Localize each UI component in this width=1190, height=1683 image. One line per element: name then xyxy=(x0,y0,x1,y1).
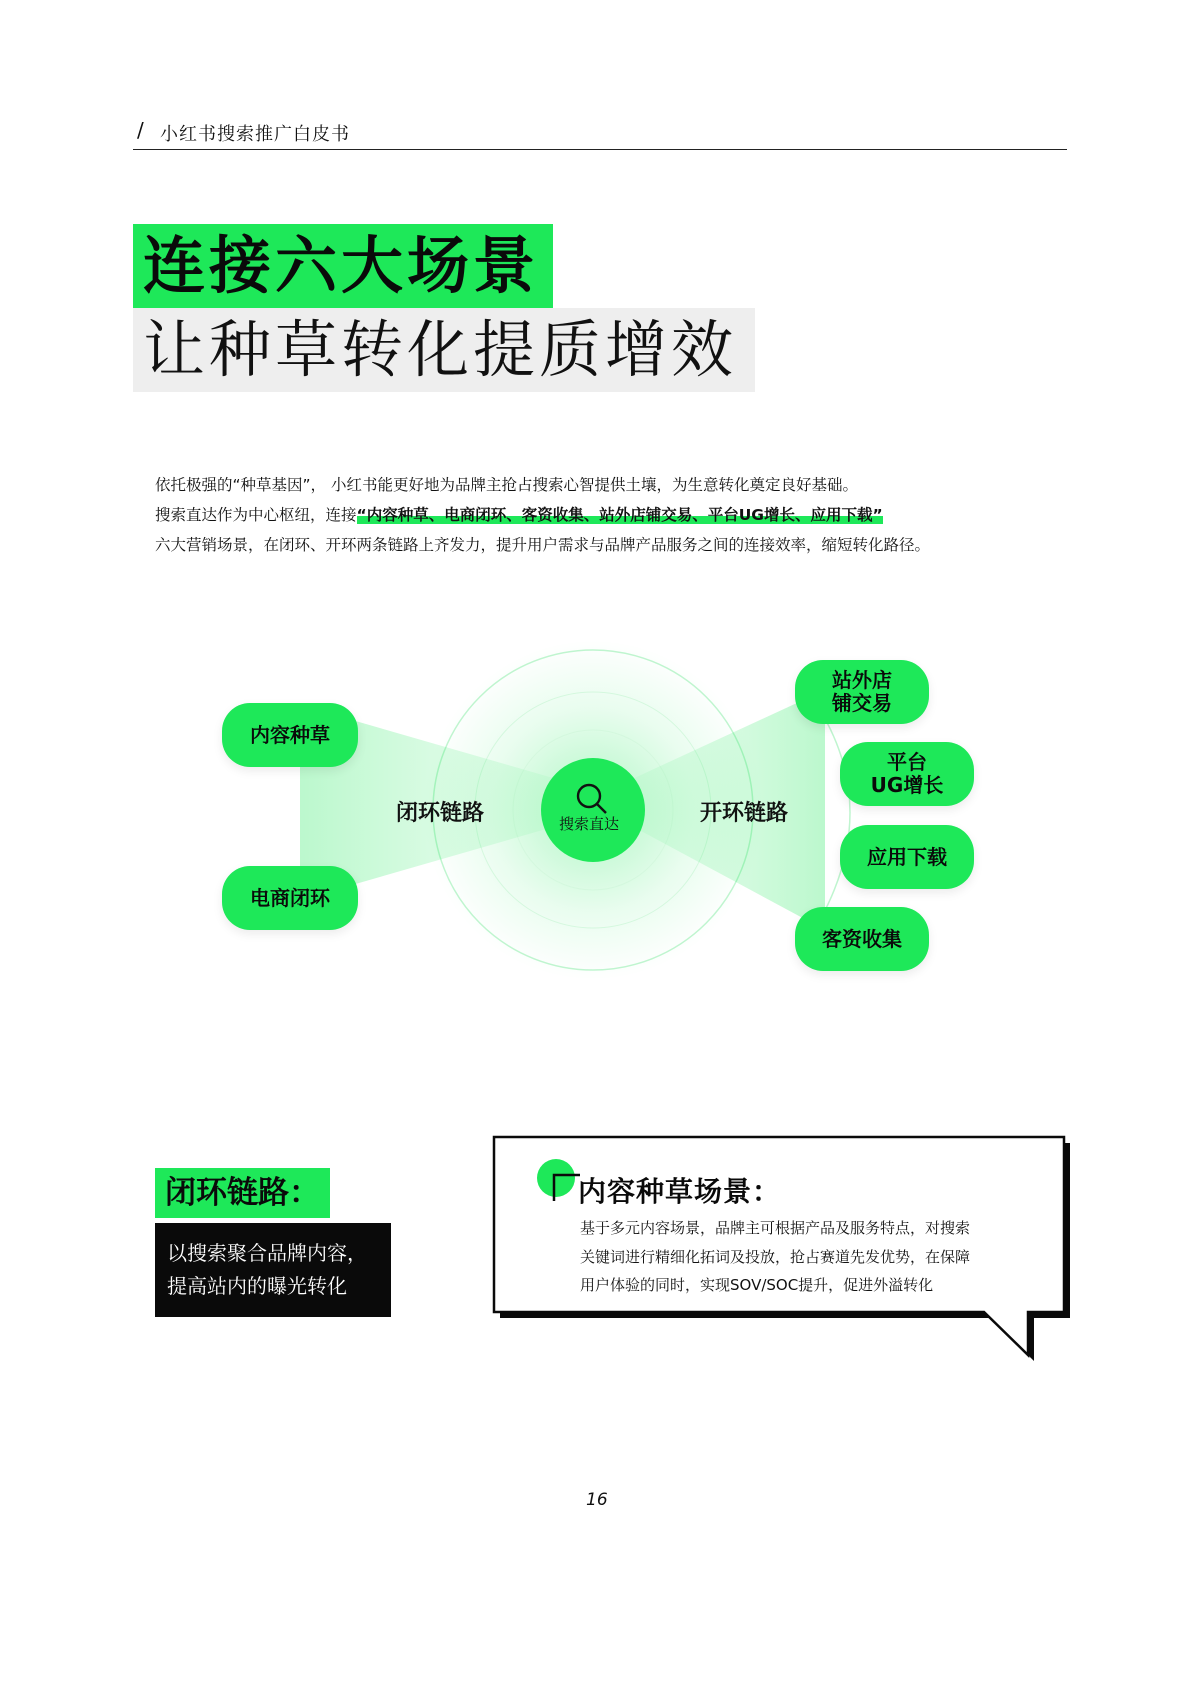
node-content-seeding[interactable] xyxy=(222,703,358,767)
diagram-graphics xyxy=(0,630,1190,990)
intro-line-1: 依托极强的“种草基因”， 小红书能更好地为品牌主抢占搜索心智提供土壤，为生意转化奠定良好基础。 xyxy=(155,476,858,494)
open-loop-label: 开环链路 xyxy=(700,801,789,826)
page-number: 16 xyxy=(586,1490,608,1510)
node-ecommerce-loop[interactable] xyxy=(222,866,358,930)
closed-loop-desc-line1: 以搜索聚合品牌内容， xyxy=(167,1241,367,1265)
scene-diagram xyxy=(0,630,1190,990)
node-offsite-store[interactable] xyxy=(795,660,929,724)
closed-loop-desc xyxy=(155,1223,391,1317)
intro-paragraph xyxy=(155,470,1055,560)
header-title: 小红书搜索推广白皮书 xyxy=(160,124,350,145)
node-platform-ug-line1: 平台 xyxy=(887,750,927,774)
bubble-accent-dot xyxy=(537,1159,575,1197)
node-ecommerce-loop-label: 电商闭环 xyxy=(250,885,330,910)
scene-line-1: 基于多元内容场景，品牌主可根据产品及服务特点，对搜索 xyxy=(580,1219,971,1237)
node-offsite-store-line1: 站外店 xyxy=(832,668,892,692)
node-platform-ug-line2: UG增长 xyxy=(870,773,944,797)
hub-circle[interactable] xyxy=(541,758,645,862)
node-lead-collection-label: 客资收集 xyxy=(822,926,902,951)
closed-loop-label: 闭环链路 xyxy=(396,801,485,826)
node-offsite-store-line2: 铺交易 xyxy=(832,691,892,715)
node-app-download[interactable] xyxy=(840,825,974,889)
closed-loop-desc-line2: 提高站内的曝光转化 xyxy=(167,1274,347,1298)
node-platform-ug[interactable] xyxy=(840,742,974,806)
intro-line-2-prefix: 搜索直达作为中心枢纽，连接 xyxy=(155,506,357,524)
intro-line-3: 六大营销场景，在闭环、开环两条链路上齐发力，提升用户需求与品牌产品服务之间的连接效率，缩短转化路径。 xyxy=(155,536,931,554)
page-title-line1: 连接六大场景 xyxy=(133,224,553,308)
intro-line-2 xyxy=(155,500,1055,530)
node-lead-collection[interactable] xyxy=(795,907,929,971)
header-divider xyxy=(133,149,1067,150)
node-app-download-label: 应用下载 xyxy=(867,844,947,869)
node-offsite-store-label xyxy=(832,669,892,715)
hub-label: 搜索直达 xyxy=(559,815,620,833)
scene-line-2: 关键词进行精细化拓词及投放，抢占赛道先发优势，在保障 xyxy=(580,1247,971,1266)
scene-line-3: 用户体验的同时，实现SOV/SOC提升，促进外溢转化 xyxy=(580,1276,934,1294)
closed-loop-title: 闭环链路： xyxy=(155,1168,330,1218)
page-title-line2: 让种草转化提质增效 xyxy=(133,308,755,392)
scene-description xyxy=(580,1214,1040,1300)
header-slash: / xyxy=(137,118,144,142)
node-content-seeding-label: 内容种草 xyxy=(250,722,330,747)
scene-title: 内容种草场景： xyxy=(578,1175,782,1208)
node-platform-ug-label xyxy=(871,751,944,797)
intro-highlight: “内容种草、电商闭环、客资收集、站外店铺交易、平台UG增长、应用下载” xyxy=(356,506,883,524)
